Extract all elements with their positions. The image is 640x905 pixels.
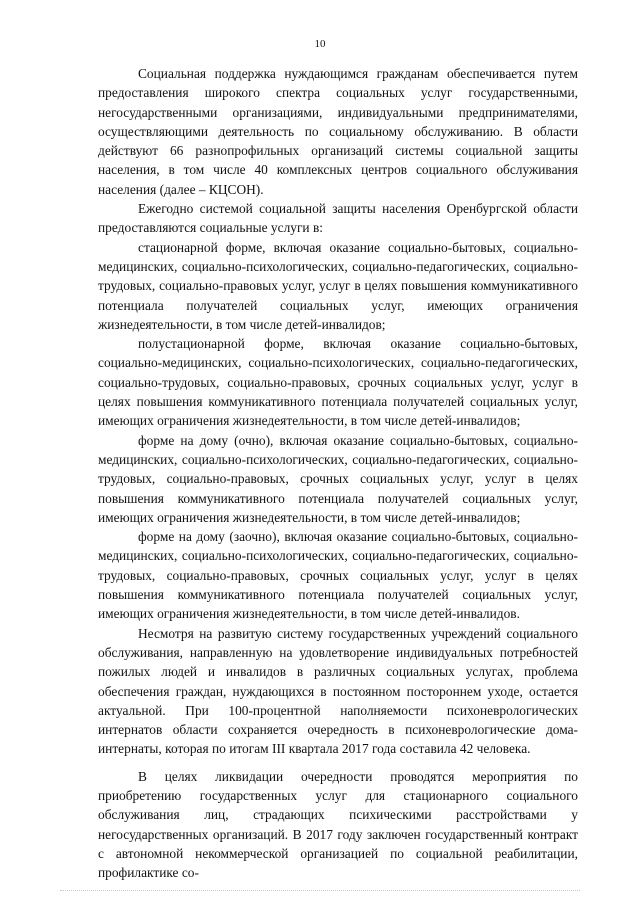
page-number: 10 [314, 38, 326, 50]
paragraph-stationary-form: стационарной форме, включая оказание социально-бытовых, социально-медицинских, социально-психологических, социально-педагогических, социально-трудовых, социально-правовых услуг, услуг в целях повышения коммуникативного потенциала получателей социальных услуг, имеющих ограничения жизнедеятельности, в том числе детей-инвалидов; [98, 239, 578, 332]
paragraph-home-inperson-form: форме на дому (очно), включая оказание социально-бытовых, социально-медицинских, социально-психологических, социально-педагогических, социально-трудовых, социально-правовых, срочных социальных услуг, услуг в целях повышения коммуникативного потенциала получателей социальных услуг, имеющих ограничения жизнедеятельности, в том числе детей-инвалидов; [98, 432, 578, 525]
body-text [98, 64, 578, 882]
scan-edge-artifact [60, 890, 580, 893]
paragraph-services-intro: Ежегодно системой социальной защиты населения Оренбургской области предоставляются социальные услуги в: [98, 201, 578, 236]
paragraph-semistationary-form: полустационарной форме, включая оказание социально-бытовых, социально-медицинских, социально-психологических, социально-педагогических, социально-трудовых, социально-правовых, срочных социальных услуг, услуг в целях повышения коммуникативного потенциала получателей социальных услуг, имеющих ограничения жизнедеятельности, в том числе детей-инвалидов; [98, 336, 578, 429]
paragraph-queue-measures: В целях ликвидации очередности проводятся мероприятия по приобретению государственных услуг для стационарного социального обслуживания лиц, страдающих психическими расстройствами у негосударственных организаций. В 2017 году заключен государственный контракт с автономной некоммерческой организацией по социальной реабилитации, профилактике со- [98, 768, 578, 881]
paragraph-social-support: Социальная поддержка нуждающимся гражданам обеспечивается путем предоставления широкого спектра социальных услуг государственными, негосударственными организациями, индивидуальными предпринимателями, осуществляющими деятельность по социальному обслуживанию. В области действуют 66 разнопрофильных организаций системы социальной защиты населения, в том числе 40 комплексных центров социального обслуживания населения (далее – КЦСОН). [98, 66, 578, 197]
paragraph-home-remote-form: форме на дому (заочно), включая оказание социально-бытовых, социально-медицинских, социально-психологических, социально-педагогических, социально-трудовых, социально-правовых, срочных социальных услуг, услуг в целях повышения коммуникативного потенциала получателей социальных услуг, имеющих ограничения жизнедеятельности, в том числе детей-инвалидов. [98, 529, 578, 622]
paragraph-waiting-list-problem: Несмотря на развитую систему государственных учреждений социального обслуживания, направленную на удовлетворение индивидуальных потребностей пожилых людей и инвалидов в различных социальных услугах, проблема обеспечения граждан, нуждающихся в постоянном постороннем уходе, остается актуальной. При 100-процентной наполняемости психоневрологических интернатов области сохраняется очередность в психоневрологические дома-интернаты, которая по итогам III квартала 2017 года составила 42 человека. [98, 625, 578, 757]
